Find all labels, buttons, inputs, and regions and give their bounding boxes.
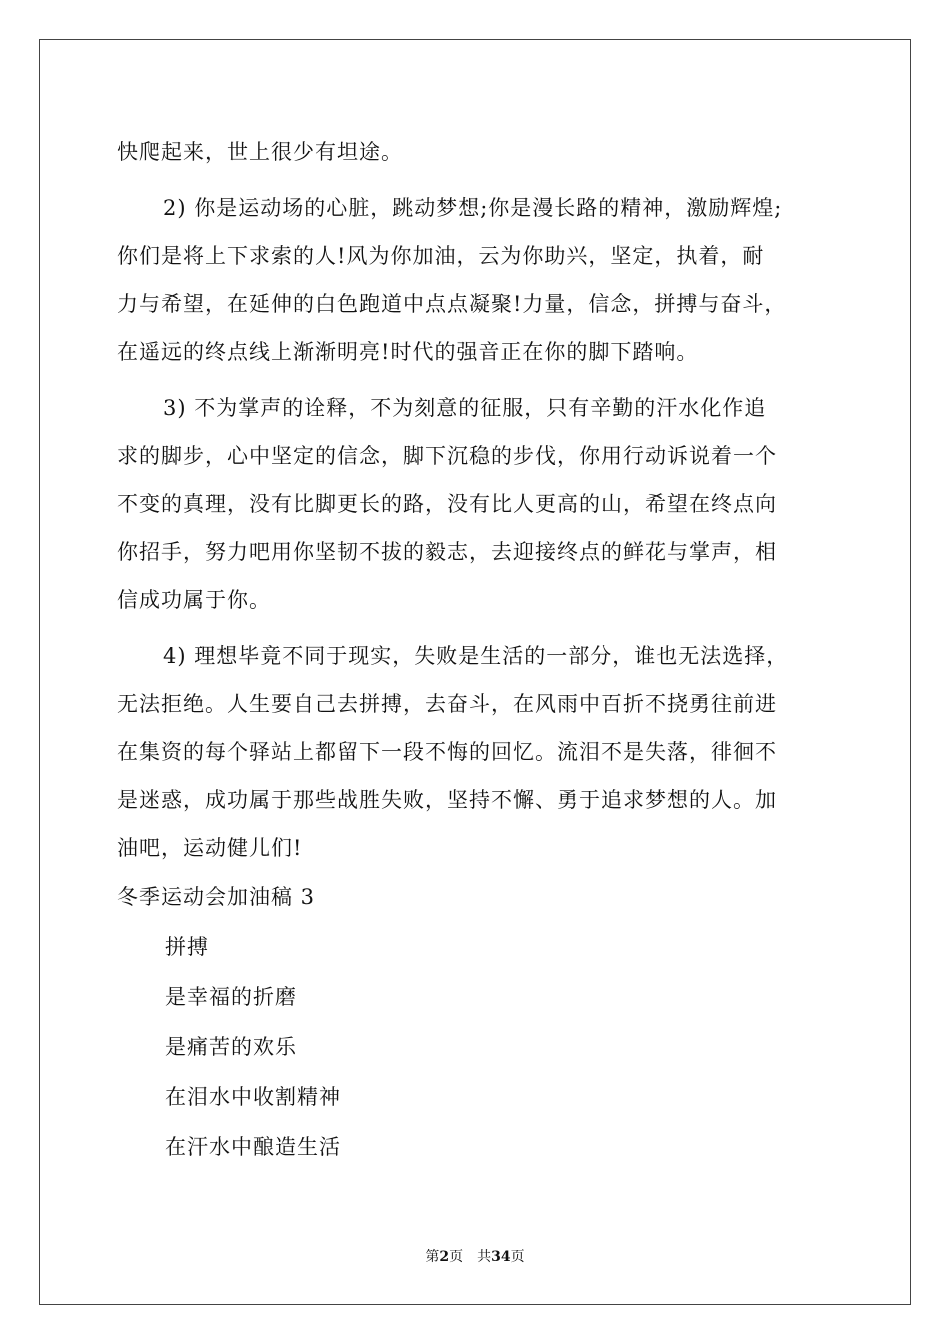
current-page-number: 2 [439, 1249, 450, 1265]
text-line: 信成功属于你。 [117, 588, 271, 612]
text-line: 不变的真理，没有比脚更长的路，没有比人更高的山，希望在终点向 [117, 492, 777, 516]
text-line: 你招手，努力吧用你坚韧不拔的毅志，去迎接终点的鲜花与掌声，相 [117, 540, 777, 564]
page-footer [0, 1246, 950, 1266]
text-line: 是迷惑，成功属于那些战胜失败，坚持不懈、勇于追求梦想的人。加 [117, 788, 777, 812]
poem-line: 在汗水中酿造生活 [165, 1135, 341, 1159]
poem-line: 拼搏 [165, 935, 209, 959]
text-line: 快爬起来，世上很少有坦途。 [117, 140, 403, 164]
text-line: 4) 理想毕竟不同于现实，失败是生活的一部分，谁也无法选择， [163, 644, 789, 668]
section-heading: 冬季运动会加油稿 3 [117, 885, 316, 909]
text-line: 求的脚步，心中坚定的信念，脚下沉稳的步伐，你用行动诉说着一个 [117, 444, 777, 468]
text-line: 无法拒绝。人生要自己去拼搏，去奋斗，在风雨中百折不挠勇往前进 [117, 692, 777, 716]
poem-line: 在泪水中收割精神 [165, 1085, 341, 1109]
text-line: 力与希望，在延伸的白色跑道中点点凝聚!力量，信念，拼搏与奋斗， [117, 292, 787, 316]
text-line: 3) 不为掌声的诠释，不为刻意的征服，只有辛勤的汗水化作追 [163, 396, 767, 420]
text-line: 在遥远的终点线上渐渐明亮!时代的强音正在你的脚下踏响。 [117, 340, 699, 364]
text-line: 你们是将上下求索的人!风为你加油，云为你助兴，坚定，执着，耐 [117, 244, 765, 268]
footer-prefix: 第 [425, 1249, 440, 1265]
total-page-count: 34 [491, 1249, 511, 1265]
document-body [117, 128, 835, 1172]
footer-suffix: 页 [510, 1249, 525, 1265]
text-line: 2) 你是运动场的心脏，跳动梦想;你是漫长路的精神，激励辉煌; [163, 196, 783, 220]
text-line: 油吧，运动健儿们! [117, 836, 303, 860]
poem-line: 是幸福的折磨 [165, 985, 297, 1009]
footer-mid: 页 共 [449, 1249, 492, 1265]
poem-line: 是痛苦的欢乐 [165, 1035, 297, 1059]
poem [117, 922, 835, 1172]
text-line: 在集资的每个驿站上都留下一段不悔的回忆。流泪不是失落，徘徊不 [117, 740, 777, 764]
